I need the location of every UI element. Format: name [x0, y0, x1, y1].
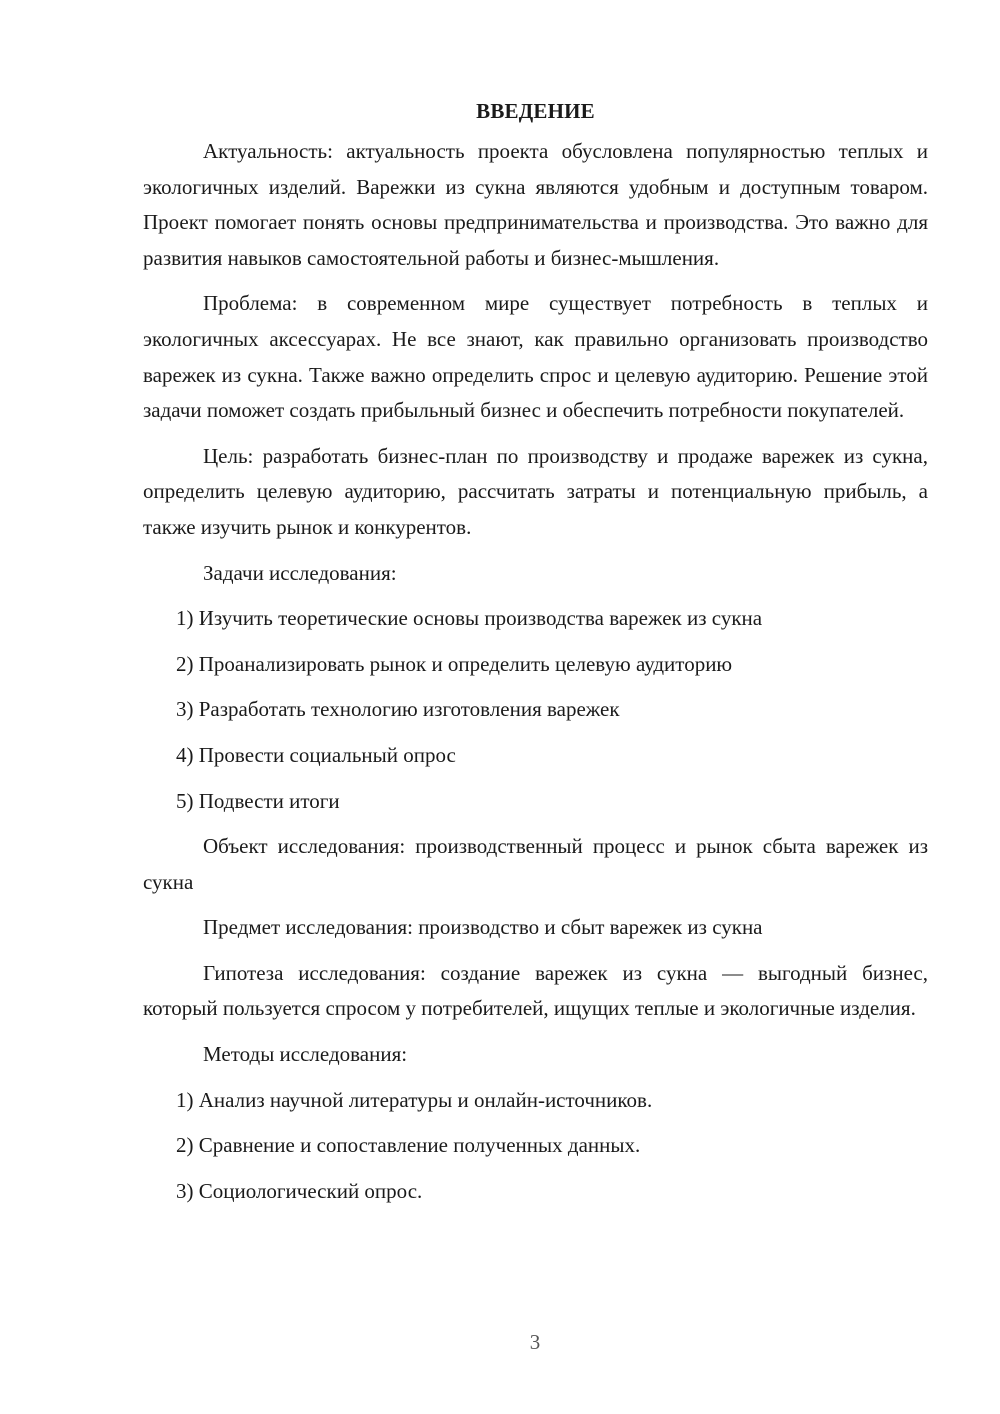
relevance-paragraph: Актуальность: актуальность проекта обусловлена популярностью теплых и экологичных изделий. Варежки из сукна являются удобным и доступным товаром. Проект помогает понять основы предпринимательства и производства. Это важно для развития навыков самостоятельной работы и бизнес-мышления. [143, 139, 928, 270]
goal-paragraph: Цель: разработать бизнес-план по производству и продаже варежек из сукна, определить целевую аудиторию, рассчитать затраты и потенциальную прибыль, а также изучить рынок и конкурентов. [143, 443, 928, 539]
method-item: 3) Социологический опрос. [176, 1178, 423, 1203]
problem-paragraph: Проблема: в современном мире существует потребность в теплых и экологичных аксессуарах. Не все знают, как правильно организовать производство варежек из сукна. Также важно определить спрос и целевую аудиторию. Решение этой задачи поможет создать прибыльный бизнес и обеспечить потребности покупателей. [143, 291, 928, 423]
document-page [143, 92, 928, 1219]
object-paragraph: Объект исследования: производственный процесс и рынок сбыта варежек из сукна [143, 834, 928, 894]
task-item: 3) Разработать технологию изготовления варежек [176, 697, 620, 722]
page-number: 3 [529, 1330, 541, 1354]
subject-paragraph: Предмет исследования: производство и сбыт варежек из сукна [203, 915, 763, 940]
methods-label: Методы исследования: [203, 1042, 408, 1067]
method-item: 2) Сравнение и сопоставление полученных данных. [176, 1133, 641, 1158]
section-title: ВВЕДЕНИЕ [476, 99, 595, 123]
task-item: 2) Проанализировать рынок и определить целевую аудиторию [176, 651, 733, 676]
tasks-list [143, 601, 928, 819]
methods-list [143, 1083, 928, 1210]
task-item: 5) Подвести итоги [176, 788, 340, 813]
task-item: 1) Изучить теоретические основы производства варежек из сукна [176, 606, 763, 631]
hypothesis-paragraph: Гипотеза исследования: создание варежек из сукна — выгодный бизнес, который пользуется спросом у потребителей, ищущих теплые и экологичные изделия. [143, 960, 928, 1021]
method-item: 1) Анализ научной литературы и онлайн-источников. [176, 1087, 653, 1112]
task-item: 4) Провести социальный опрос [176, 742, 456, 767]
tasks-label: Задачи исследования: [203, 560, 397, 585]
